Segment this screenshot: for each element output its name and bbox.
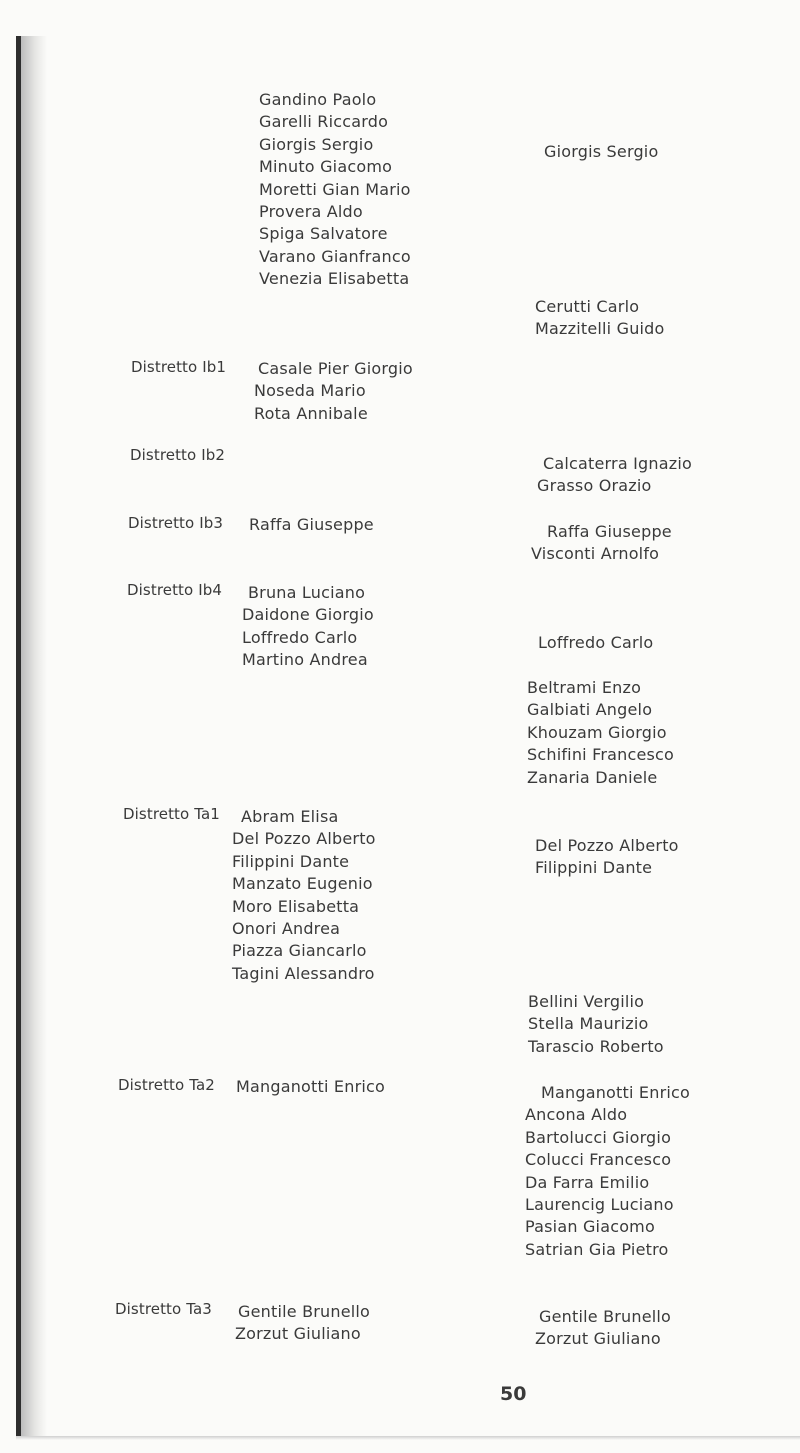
left-group-ta2 (236, 1076, 385, 1098)
district-label-ib3: Distretto Ib3 (128, 514, 223, 532)
name-entry: Satrian Gia Pietro (525, 1239, 669, 1259)
name-entry: Piazza Giancarlo (232, 941, 367, 961)
name-entry: Noseda Mario (254, 381, 366, 401)
name-entry: Spiga Salvatore (259, 224, 388, 244)
name-entry: Mazzitelli Guido (535, 319, 665, 339)
name-entry: Tarascio Roberto (528, 1036, 664, 1056)
left-group-ib1 (254, 358, 413, 425)
name-entry: Calcaterra Ignazio (543, 454, 692, 473)
name-entry: Casale Pier Giorgio (258, 359, 413, 378)
name-entry: Moro Elisabetta (232, 896, 360, 916)
left-group-ta1 (232, 806, 376, 985)
name-entry: Manganotti Enrico (541, 1083, 690, 1102)
name-entry: Gandino Paolo (259, 90, 377, 109)
name-entry: Khouzam Giorgio (527, 722, 667, 742)
name-entry: Gentile Brunello (238, 1302, 371, 1321)
name-entry: Colucci Francesco (525, 1150, 672, 1170)
right-group-4 (531, 521, 672, 566)
left-group-ib4 (242, 582, 374, 672)
name-entry: Raffa Giuseppe (249, 515, 374, 534)
name-entry: Galbiati Angelo (527, 700, 653, 720)
district-label-ib1: Distretto Ib1 (131, 358, 226, 376)
binding-shadow (21, 36, 47, 1438)
name-entry: Onori Andrea (232, 919, 341, 939)
name-entry: Filippini Dante (232, 851, 350, 871)
right-group-7 (535, 835, 679, 880)
name-entry: Raffa Giuseppe (547, 522, 672, 541)
name-entry: Ancona Aldo (525, 1105, 628, 1125)
name-entry: Giorgis Sergio (259, 134, 374, 154)
name-entry: Minuto Giacomo (259, 157, 393, 177)
name-entry: Visconti Arnolfo (531, 544, 660, 564)
right-group-5 (538, 632, 653, 654)
district-label-ib2: Distretto Ib2 (130, 446, 225, 464)
name-entry: Rota Annibale (254, 403, 368, 423)
name-entry: Garelli Riccardo (259, 112, 389, 132)
right-group-2 (535, 296, 665, 341)
name-entry: Del Pozzo Alberto (232, 829, 376, 849)
name-entry: Martino Andrea (242, 650, 368, 670)
right-group-9 (525, 1082, 690, 1261)
name-entry: Schifini Francesco (527, 745, 675, 765)
left-group-ib3 (249, 514, 374, 536)
name-entry: Laurencig Luciano (525, 1195, 674, 1215)
name-entry: Filippini Dante (535, 858, 653, 878)
name-entry: Moretti Gian Mario (259, 179, 411, 199)
right-group-3 (537, 453, 692, 498)
name-entry: Varano Gianfranco (259, 246, 411, 266)
left-group-top (259, 89, 411, 291)
name-entry: Zorzut Giuliano (235, 1324, 361, 1344)
district-label-ta3: Distretto Ta3 (115, 1300, 212, 1318)
right-group-6 (527, 677, 674, 789)
name-entry: Bruna Luciano (248, 583, 366, 602)
left-group-ta3 (235, 1301, 371, 1346)
name-entry: Bartolucci Giorgio (525, 1127, 672, 1147)
name-entry: Del Pozzo Alberto (535, 836, 679, 855)
name-entry: Da Farra Emilio (525, 1172, 650, 1192)
district-label-ta1: Distretto Ta1 (123, 805, 220, 823)
name-entry: Stella Maurizio (528, 1014, 649, 1034)
name-entry: Venezia Elisabetta (259, 269, 410, 289)
name-entry: Zorzut Giuliano (535, 1329, 661, 1349)
name-entry: Abram Elisa (241, 807, 339, 826)
district-label-ta2: Distretto Ta2 (118, 1076, 215, 1094)
right-group-10 (535, 1306, 672, 1351)
name-entry: Manzato Eugenio (232, 874, 373, 894)
name-entry: Manganotti Enrico (236, 1077, 385, 1096)
name-entry: Beltrami Enzo (527, 678, 642, 697)
right-group-8 (528, 991, 664, 1058)
name-entry: Gentile Brunello (539, 1307, 672, 1326)
name-entry: Cerutti Carlo (535, 297, 640, 316)
name-entry: Pasian Giacomo (525, 1217, 655, 1237)
page-bottom-edge (16, 1436, 800, 1440)
name-entry: Zanaria Daniele (527, 767, 658, 787)
name-entry: Provera Aldo (259, 202, 363, 222)
name-entry: Grasso Orazio (537, 476, 652, 496)
name-entry: Loffredo Carlo (538, 633, 654, 652)
name-entry: Daidone Giorgio (242, 605, 374, 625)
district-label-ib4: Distretto Ib4 (127, 581, 222, 599)
right-group-1 (544, 141, 658, 163)
page-number: 50 (500, 1383, 527, 1405)
name-entry: Bellini Vergilio (528, 992, 645, 1011)
name-entry: Loffredo Carlo (242, 627, 358, 647)
name-entry: Tagini Alessandro (232, 963, 375, 983)
name-entry: Giorgis Sergio (544, 142, 659, 161)
